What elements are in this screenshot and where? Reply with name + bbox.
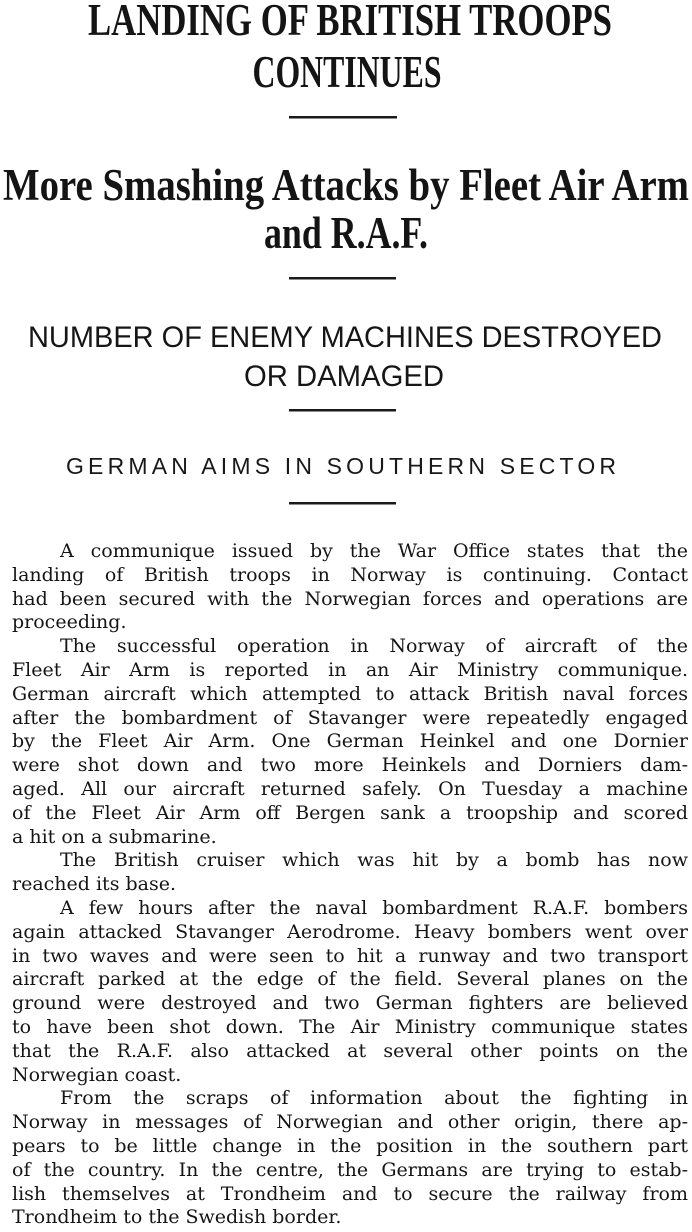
headline-rule — [289, 116, 397, 119]
headline-rule — [289, 409, 396, 412]
body-line: of the Fleet Air Arm off Bergen sank a troopship and scored — [12, 801, 688, 824]
body-line: From the scraps of information about the fighting in — [60, 1087, 688, 1110]
headline-rule — [289, 502, 396, 505]
body-line: Norway in messages of Norwegian and other origin, there ap- — [12, 1111, 688, 1134]
body-line: to have been shot down. The Air Ministry communique states — [12, 1015, 688, 1038]
body-line: A few hours after the naval bombardment R.A.F. bombers — [60, 896, 688, 919]
body-line: landing of British troops in Norway is continuing. Contact — [12, 563, 688, 586]
headline-block — [0, 0, 692, 520]
body-line: A communique issued by the War Office states that the — [60, 540, 688, 562]
body-line: lish themselves at Trondheim and to secure the railway from — [12, 1182, 688, 1205]
body-line: had been secured with the Norwegian forces and operations are — [12, 587, 688, 610]
headline-rule — [289, 277, 396, 280]
deck-headline-line-2: and R.A.F. — [264, 208, 428, 258]
body-line: aged. All our aircraft returned safely. On Tuesday a machine — [12, 777, 688, 800]
section-headline: GERMAN AIMS IN SOUTHERN SECTOR — [66, 453, 616, 479]
article-body — [12, 540, 688, 1230]
deck-headline-line-1: More Smashing Attacks by Fleet Air Arm — [3, 160, 689, 210]
body-line: of the country. In the centre, the Germans are trying to estab- — [12, 1158, 688, 1181]
paragraph — [12, 897, 688, 1087]
body-line: Trondheim to the Swedish border. — [12, 1206, 342, 1229]
main-headline-line-2: CONTINUES — [252, 46, 442, 97]
body-line: ground were destroyed and two German fighters are believed — [12, 992, 688, 1015]
paragraph — [12, 635, 688, 849]
paragraph — [12, 540, 688, 635]
body-line: by the Fleet Air Arm. One German Heinkel and one Dornier — [12, 730, 688, 753]
body-line: pears to be little change in the position in the southern part — [12, 1134, 688, 1157]
subdeck-headline-line-2: OR DAMAGED — [244, 360, 444, 393]
body-line: in two waves and were seen to hit a runway and two transport — [12, 944, 688, 967]
body-line: reached its base. — [12, 873, 177, 896]
body-line: aircraft parked at the edge of the field. Several planes on the — [12, 968, 688, 991]
main-headline-line-1: LANDING OF BRITISH TROOPS — [88, 0, 612, 45]
body-line: The successful operation in Norway of aircraft of the — [60, 635, 688, 658]
body-line: Norwegian coast. — [12, 1063, 182, 1086]
body-line: that the R.A.F. also attacked at several other points on the — [12, 1039, 688, 1062]
subdeck-headline-line-1: NUMBER OF ENEMY MACHINES DESTROYED — [28, 321, 662, 354]
body-line: German aircraft which attempted to attack British naval forces — [12, 682, 688, 705]
body-line: The British cruiser which was hit by a bomb has now — [60, 849, 688, 872]
body-line: again attacked Stavanger Aerodrome. Heavy bombers went over — [12, 920, 688, 943]
paragraph — [12, 849, 688, 897]
body-line: proceeding. — [12, 611, 127, 634]
body-line: were shot down and two more Heinkels and Dorniers dam- — [12, 754, 688, 777]
paragraph — [12, 1087, 688, 1230]
body-line: after the bombardment of Stavanger were repeatedly engaged — [12, 706, 688, 729]
body-line: Fleet Air Arm is reported in an Air Ministry communique. — [12, 658, 688, 681]
body-line: a hit on a submarine. — [12, 825, 217, 848]
